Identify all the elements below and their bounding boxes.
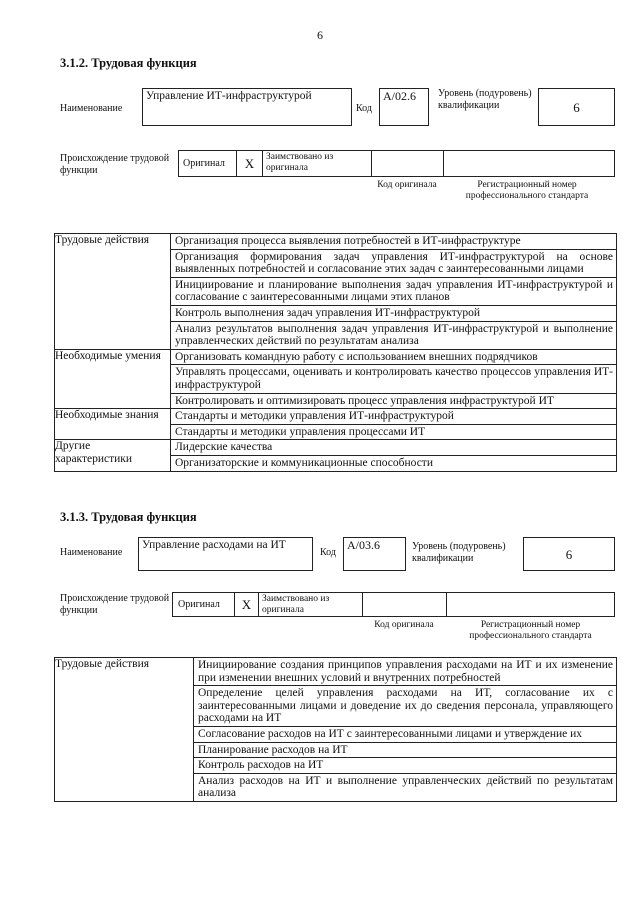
list-item: Анализ расходов на ИТ и выполнение управленческих действий по результатам анализа bbox=[198, 774, 613, 800]
borrowed-label: Заимствовано из оригинала bbox=[263, 151, 372, 176]
level-value-2: 6 bbox=[523, 537, 615, 571]
level-label-2: Уровень (подуровень) квалификации bbox=[412, 541, 506, 564]
name-value: Управление ИТ-инфраструктурой bbox=[142, 88, 352, 126]
list-item: Анализ результатов выполнения задач управления ИТ-инфраструктурой и выполнение управленческих действий по результатам анализа bbox=[175, 322, 613, 348]
level-label: Уровень (подуровень) квалификации bbox=[438, 88, 532, 111]
list-item: Инициирование создания принципов управления расходами на ИТ и их изменение при изменении внешних условий и внутренних потребностей bbox=[194, 658, 616, 686]
name-value-2: Управление расходами на ИТ bbox=[138, 537, 313, 571]
origin-box-2 bbox=[172, 592, 615, 617]
page-number: 6 bbox=[317, 28, 323, 42]
list-item: Согласование расходов на ИТ с заинтересованными лицами и утверждение их bbox=[194, 727, 616, 743]
function-table bbox=[54, 233, 617, 472]
category-cell: Трудовые действия bbox=[55, 234, 171, 350]
category-cell: Трудовые действия bbox=[55, 658, 194, 802]
table-row bbox=[55, 658, 617, 802]
code-caption-2: Код оригинала bbox=[374, 620, 434, 630]
original-code-cell-2 bbox=[363, 593, 447, 616]
category-cell: Другие характеристики bbox=[55, 440, 171, 471]
list-item: Контроль выполнения задач управления ИТ-инфраструктурой bbox=[171, 306, 616, 322]
original-mark-2: X bbox=[235, 593, 259, 616]
origin-label: Происхождение трудовой функции bbox=[60, 153, 170, 176]
list-item: Контроль расходов на ИТ bbox=[194, 758, 616, 774]
code-value: A/02.6 bbox=[379, 88, 429, 126]
list-item: Планирование расходов на ИТ bbox=[194, 743, 616, 759]
list-item: Стандарты и методики управления ИТ-инфраструктурой bbox=[171, 409, 616, 425]
list-item: Организация формирования задач управления ИТ-инфраструктурой на основе выявленных потребностей и согласование этих задач с заинтересованными лицами bbox=[171, 250, 616, 278]
borrowed-label-2: Заимствовано из оригинала bbox=[259, 593, 363, 616]
code-label-2: Код bbox=[320, 547, 336, 558]
category-cell: Необходимые знания bbox=[55, 409, 171, 440]
table-row bbox=[55, 349, 617, 408]
reg-number-cell bbox=[444, 151, 614, 176]
origin-box bbox=[178, 150, 615, 177]
table-row bbox=[55, 440, 617, 471]
list-item: Управлять процессами, оценивать и контролировать качество процессов управления ИТ-инфраструктурой bbox=[171, 365, 616, 393]
code-value-2: A/03.6 bbox=[343, 537, 406, 571]
list-item: Контролировать и оптимизировать процесс управления инфраструктурой ИТ bbox=[175, 394, 554, 407]
table-row bbox=[55, 234, 617, 350]
list-item: Определение целей управления расходами на ИТ, согласование их с заинтересованными лицами и доведение их до сведения персонала, управляющего расходами на ИТ bbox=[194, 686, 616, 727]
reg-caption-2: Регистрационный номер профессионального стандарта bbox=[469, 620, 592, 641]
list-item: Организаторские и коммуникационные способности bbox=[175, 456, 433, 469]
reg-number-cell-2 bbox=[447, 593, 614, 616]
name-label-2: Наименование bbox=[60, 547, 123, 558]
list-item: Лидерские качества bbox=[171, 440, 616, 456]
list-item: Стандарты и методики управления процессами ИТ bbox=[175, 425, 426, 438]
original-label: Оригинал bbox=[179, 151, 237, 176]
name-label: Наименование bbox=[60, 103, 123, 114]
list-item: Организация процесса выявления потребностей в ИТ-инфраструктуре bbox=[171, 234, 616, 250]
level-value: 6 bbox=[538, 88, 615, 126]
section-title: 3.1.2. Трудовая функция bbox=[60, 56, 197, 70]
function-table-2 bbox=[54, 657, 617, 802]
table-row bbox=[55, 409, 617, 440]
reg-caption: Регистрационный номер профессионального стандарта bbox=[465, 180, 589, 201]
code-label: Код bbox=[356, 103, 372, 114]
original-label-2: Оригинал bbox=[173, 593, 235, 616]
code-caption: Код оригинала bbox=[377, 180, 437, 190]
list-item: Инициирование и планирование выполнения задач управления ИТ-инфраструктурой и согласование с заинтересованными лицами этих планов bbox=[171, 278, 616, 306]
category-cell: Необходимые умения bbox=[55, 349, 171, 408]
original-mark: X bbox=[237, 151, 263, 176]
list-item: Организовать командную работу с использованием внешних подрядчиков bbox=[171, 350, 616, 366]
origin-label-2: Происхождение трудовой функции bbox=[60, 593, 170, 616]
section-title-2: 3.1.3. Трудовая функция bbox=[60, 510, 197, 524]
original-code-cell bbox=[372, 151, 444, 176]
